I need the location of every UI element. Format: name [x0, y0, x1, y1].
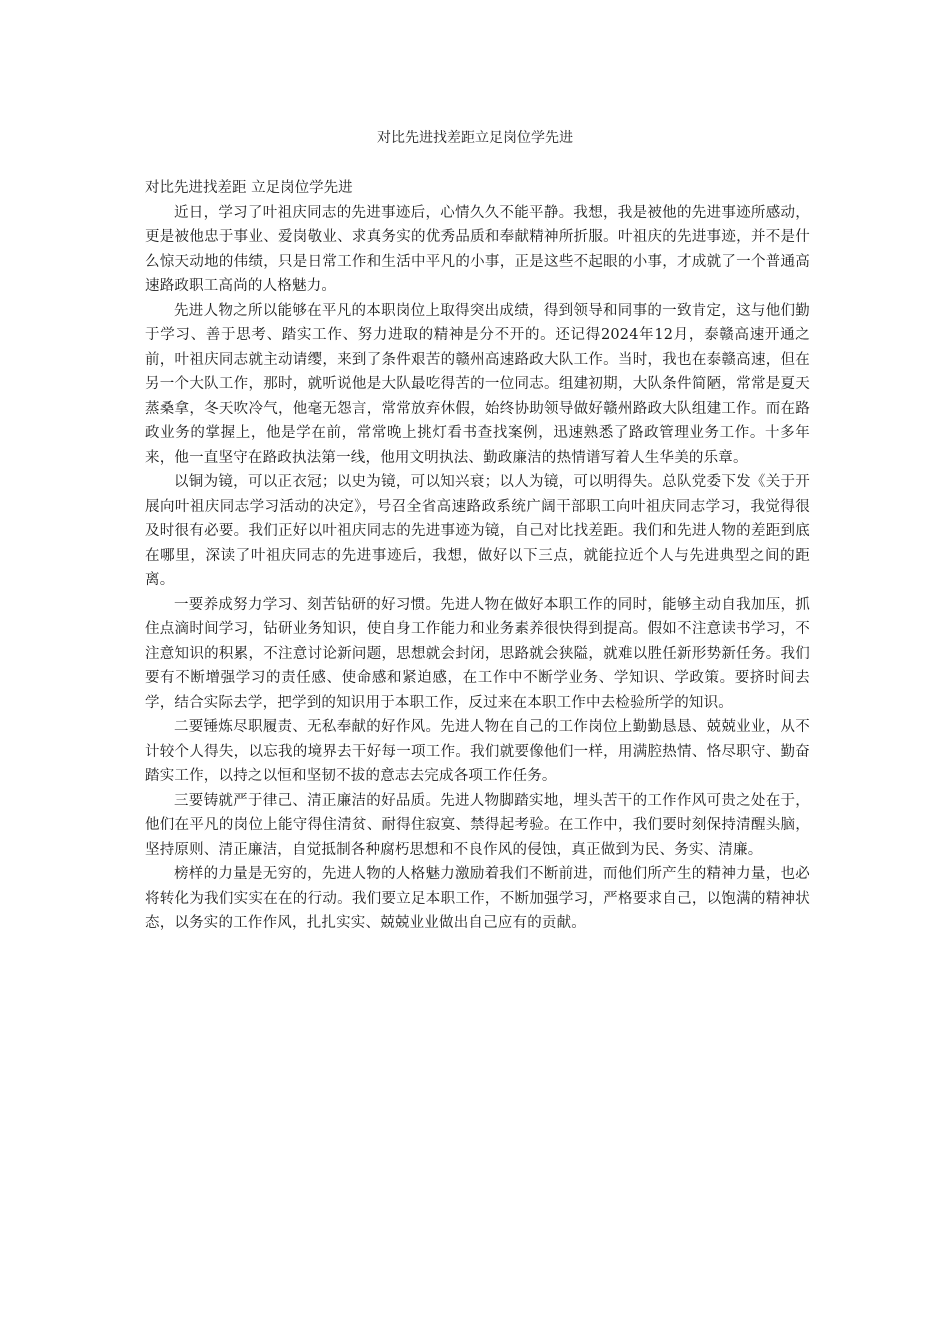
document-subtitle: 对比先进找差距 立足岗位学先进: [145, 180, 353, 196]
paragraph-7: 榜样的力量是无穷的，先进人物的人格魅力激励着我们不断前进，而他们所产生的精神力量，也必将转化为我们实实在在的行动。我们要立足本职工作，不断加强学习，严格要求自己，以饱满的精神状态，以务实的工作作风，扎扎实实、兢兢业业做出自己应有的贡献。: [145, 866, 810, 931]
paragraph-4: 一要养成努力学习、刻苦钻研的好习惯。先进人物在做好本职工作的同时，能够主动自我加压，抓住点滴时间学习，钻研业务知识，使自身工作能力和业务素养很快得到提高。假如不注意读书学习，不注意知识的积累，不注意讨论新问题，思想就会封闭，思路就会狭隘，就难以胜任新形势新任务。我们要有不断增强学习的责任感、使命感和紧迫感，在工作中不断学业务、学知识、学政策。要挤时间去学，结合实际去学，把学到的知识用于本职工作，反过来在本职工作中去检验所学的知识。: [145, 596, 810, 711]
document-body: [145, 176, 810, 936]
paragraph-5: 二要锤炼尽职履责、无私奉献的好作风。先进人物在自己的工作岗位上勤勤恳恳、兢兢业业，从不计较个人得失，以忘我的境界去干好每一项工作。我们就要像他们一样，用满腔热情、恪尽职守、勤奋踏实工作，以持之以恒和坚韧不拔的意志去完成各项工作任务。: [145, 719, 810, 784]
document-title: 对比先进找差距立足岗位学先进: [377, 130, 573, 146]
paragraph-3: 以铜为镜，可以正衣冠；以史为镜，可以知兴衰；以人为镜，可以明得失。总队党委下发《关于开展向叶祖庆同志学习活动的决定》，号召全省高速路政系统广阔干部职工向叶祖庆同志学习，我觉得很及时很有必要。我们正好以叶祖庆同志的先进事迹为镜，自己对比找差距。我们和先进人物的差距到底在哪里，深读了叶祖庆同志的先进事迹后，我想，做好以下三点，就能拉近个人与先进典型之间的距离。: [145, 474, 810, 588]
paragraph-6: 三要铸就严于律己、清正廉洁的好品质。先进人物脚踏实地，埋头苦干的工作作风可贵之处在于，他们在平凡的岗位上能守得住清贫、耐得住寂寞、禁得起考验。在工作中，我们要时刻保持清醒头脑，坚持原则、清正廉洁，自觉抵制各种腐朽思想和不良作风的侵蚀，真正做到为民、务实、清廉。: [145, 792, 810, 858]
paragraph-2: 先进人物之所以能够在平凡的本职岗位上取得突出成绩，得到领导和同事的一致肯定，这与他们勤于学习、善于思考、踏实工作、努力进取的精神是分不开的。还记得2024年12月，泰赣高速开通之前，叶祖庆同志就主动请缨，来到了条件艰苦的赣州高速路政大队工作。当时，我也在泰赣高速，但在另一个大队工作，那时，就听说他是大队最吃得苦的一位同志。组建初期，大队条件简陋，常常是夏天蒸桑拿，冬天吹冷气，他毫无怨言，常常放弃休假，始终协助领导做好赣州路政大队组建工作。而在路政业务的掌握上，他是学在前，常常晚上挑灯看书查找案例，迅速熟悉了路政管理业务工作。十多年来，他一直坚守在路政执法第一线，他用文明执法、勤政廉洁的热情谱写着人生华美的乐章。: [145, 302, 810, 466]
paragraph-1: 近日，学习了叶祖庆同志的先进事迹后，心情久久不能平静。我想，我是被他的先进事迹所感动，更是被他忠于事业、爱岗敬业、求真务实的优秀品质和奉献精神所折服。叶祖庆的先进事迹，并不是什么惊天动地的伟绩，只是日常工作和生活中平凡的小事，正是这些不起眼的小事，才成就了一个普通高速路政职工高尚的人格魅力。: [145, 204, 810, 294]
